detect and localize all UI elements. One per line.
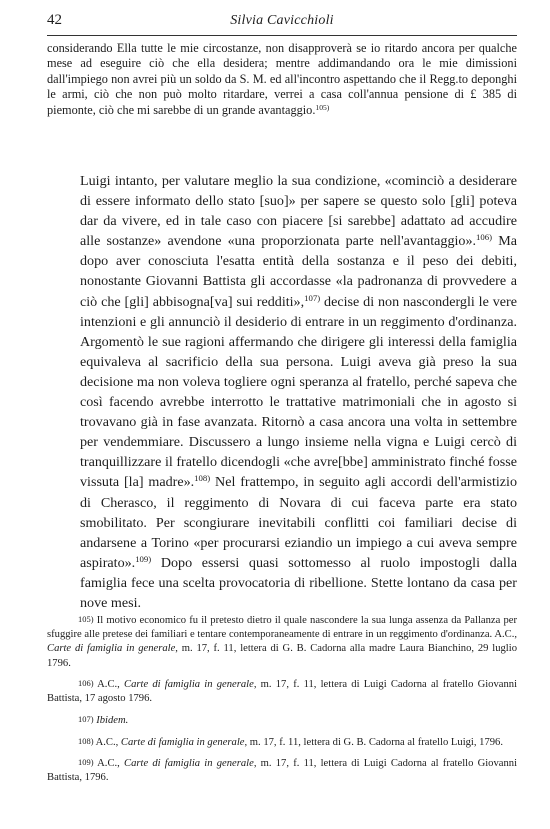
footnote-text: Il motivo economico fu il pretesto dietro il quale nascondere la sua lunga assenza da Pallanza per sfuggire alle pretese dei familiari e tentare contemporaneamente di entrare in un reggimento d'ordinanza. A.C., [47,614,517,641]
footnote-number: 107) [78,714,94,725]
body-text-1: Luigi intanto, per valutare meglio la sua condizione, «cominciò a desiderare di essere informato dello stato [suo]» per sapere se questo solo [gli] poteva dar da vivere, ed in tale caso con piacere [si sarebbe] adattato ad accudire alle sostanze» avendone «una proporzionata parte nell'avantaggio». [80,173,517,250]
note-ref-106: 106) [476,232,493,243]
body-text-3: decise di non nascondergli le vere intenzioni e gli annunciò il desiderio di entrare in un reggimento d'ordinanza. Argomentò le sue ragioni affermando che dirigere gli interessi della famiglia equivaleva al sacrificio della sua persona. Luigi aveva già preso la sua decisione ma non voleva togliere ogni speranza al fratello, perché sapeva che così facendo avrebbe interrotto le trattative matrimoniali che in agosto si trovavano già in fase avanzata. Ritornò a casa ancora una volta in settembre per vendemmiare. Discussero a lungo insieme nella vigna e Luigi cercò di tranquillizzare il fratello dicendogli «che avre[bbe] amministrato finché fosse vissuta [la] madre». [80,293,517,491]
block-quote [47,41,517,118]
footnote-text: A.C., [93,736,121,748]
footnote-number: 105) [78,614,94,624]
footnote [47,734,517,750]
body-text-4: Nel frattempo, in seguito agli accordi dell'armistizio di Cherasco, il reggimento di Novara di cui faceva parte era stato smobilitato. Per scongiurare inevitabili conflitti coi familiari decise di andarsene a Torino «per procurarsi eziandio un impiego a cui aveva sempre aspirato». [80,474,517,571]
note-ref-105: 105) [315,102,330,112]
running-head: Silvia Cavicchioli [230,13,334,28]
footnote-source-title: Carte di famiglia in generale [47,643,176,655]
footnote-text-tail: , m. 17, f. 11, lettera di G. B. Cadorna alla madre Laura Bianchino, 29 luglio 1796. [47,643,517,669]
footnote-text-tail: , m. 17, f. 11, lettera di G. B. Cadorna al fratello Luigi, 1796. [244,736,504,748]
footnote-source-title: Carte di famiglia in generale [124,679,254,691]
footnote-source-title: Ibidem. [96,714,129,726]
header-rule [47,35,517,36]
footnote-text: A.C., [93,679,125,691]
footnote-source-title: Carte di famiglia in generale [124,757,254,769]
page-header [47,12,517,34]
page-number: 42 [47,12,62,28]
footnote-text-tail: , m. 17, f. 11, lettera di Luigi Cadorna al fratello Giovanni Battista, 1796. [47,757,518,784]
footnote [47,676,517,706]
footnote-text: A.C., [93,757,125,769]
note-ref-109: 109) [135,553,152,564]
footnote [47,612,517,671]
body-text-2: Ma dopo aver conosciuta l'esatta entità della sostanza e il peso dei debiti, nonostante Giovanni Battista gli accordasse «la padronanza di provvedere a ciò che [gli] abbisogna[va] sui redditi», [80,233,517,310]
footnote-number: 109) [78,756,94,767]
note-ref-108: 108) [194,473,211,484]
footnote [47,755,517,785]
footnote-text-tail: , m. 17, f. 11, lettera di Luigi Cadorna al fratello Giovanni Battista, 17 agosto 1796. [47,679,518,705]
body-paragraph [80,171,517,613]
footnote [47,712,517,728]
note-ref-107: 107) [304,292,321,303]
body-text-5: Dopo essersi quasi sottomesso al ruolo impostogli dalla famiglia fece una scelta provocatoria di ribellione. Stette lontano da casa per nove mesi. [80,554,517,611]
footnotes [47,612,517,791]
quote-text: considerando Ella tutte le mie circostanze, non disapproverà se io ritardo ancora per qualche mese ad eseguire ciò che ella desidera; mentre addimandando ora le mie dimissioni dall'impiego non avrei più un soldo da S. M. ed all'incontro aspettando che il Regg.to deponghi le armi, ciò che non può molto ritardare, verrei a casa coll'annua pensione di £ 385 di piemonte, ciò che mi sarebbe di un grande avantaggio. [47,41,517,117]
footnote-number: 106) [78,678,94,689]
footnote-number: 108) [78,735,94,746]
footnote-source-title: Carte di famiglia in generale [120,736,245,748]
